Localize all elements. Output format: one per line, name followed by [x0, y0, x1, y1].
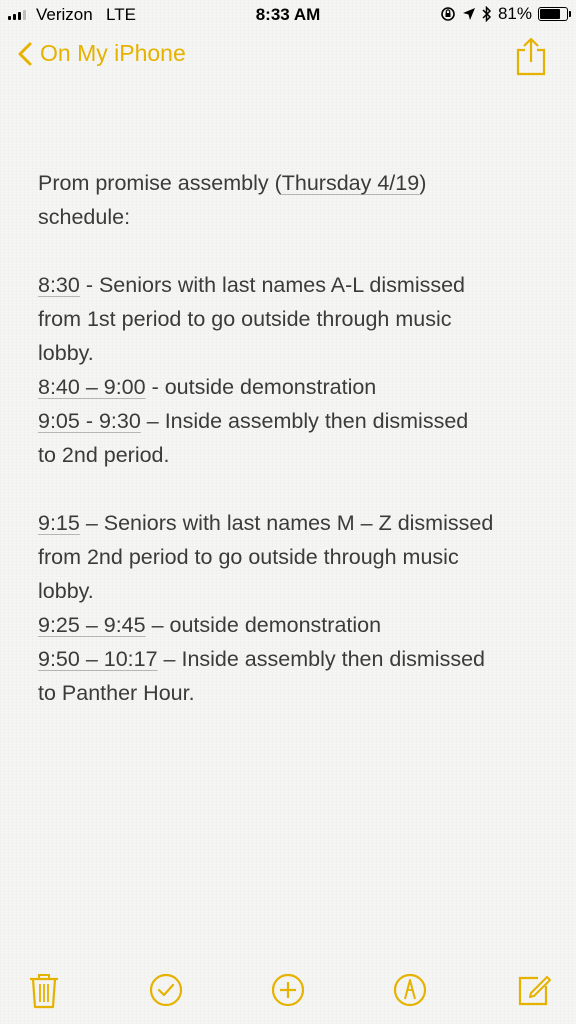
clock: 8:33 AM — [255, 5, 321, 24]
status-indicators — [440, 4, 568, 24]
time-link[interactable]: 9:50 – 10:17 — [38, 647, 158, 671]
add-icon[interactable] — [268, 970, 308, 1010]
chevron-left-icon — [18, 42, 32, 66]
back-button-label: On My iPhone — [40, 40, 186, 66]
schedule-entry: 9:15 – Seniors with last names M – Z dismissed from 2nd period to go outside through music lobby. — [38, 511, 494, 603]
battery-percent: 81% — [497, 4, 532, 23]
schedule-group-2 — [38, 506, 538, 710]
schedule-entry: 8:40 – 9:00 - outside demonstration — [38, 375, 377, 399]
schedule-entry: 8:30 - Seniors with last names A-L dismissed from 1st period to go outside through music lobby. — [38, 273, 466, 365]
orientation-lock-icon — [440, 6, 456, 22]
time-link[interactable]: 9:05 - 9:30 — [38, 409, 141, 433]
back-button[interactable] — [18, 40, 186, 67]
schedule-entry: 9:50 – 10:17 – Inside assembly then dismissed to Panther Hour. — [38, 647, 485, 705]
navigation-bar — [0, 30, 576, 86]
time-link[interactable]: 9:15 — [38, 511, 80, 535]
bottom-toolbar — [0, 960, 576, 1024]
battery-icon — [538, 7, 568, 21]
location-arrow-icon — [462, 7, 476, 21]
time-link[interactable]: 9:25 – 9:45 — [38, 613, 146, 637]
time-link[interactable]: 8:40 – 9:00 — [38, 375, 146, 399]
schedule-entry: 9:25 – 9:45 – outside demonstration — [38, 613, 382, 637]
checklist-icon[interactable] — [146, 970, 186, 1010]
status-bar — [0, 0, 576, 30]
share-icon[interactable] — [514, 36, 548, 76]
date-link[interactable]: Thursday 4/19 — [281, 171, 420, 195]
bluetooth-icon — [482, 6, 492, 22]
network-type: LTE — [106, 5, 136, 24]
schedule-entry: 9:05 - 9:30 – Inside assembly then dismissed to 2nd period. — [38, 409, 469, 467]
compose-icon[interactable] — [514, 970, 554, 1010]
note-title-line: Prom promise assembly (Thursday 4/19) — [38, 171, 427, 195]
note-body[interactable] — [38, 166, 538, 710]
note-title-line-2: schedule: — [38, 205, 131, 229]
schedule-group-1 — [38, 268, 538, 472]
time-link[interactable]: 8:30 — [38, 273, 80, 297]
trash-icon[interactable] — [24, 970, 64, 1010]
markup-icon[interactable] — [390, 970, 430, 1010]
carrier-name: Verizon — [36, 5, 93, 24]
